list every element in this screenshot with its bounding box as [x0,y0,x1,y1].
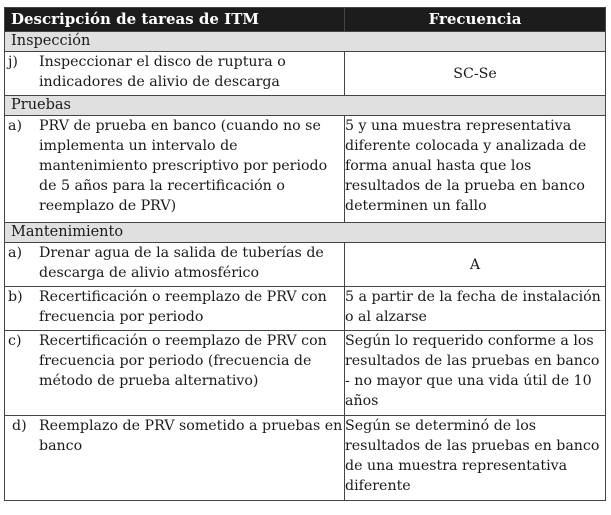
table-row [5,52,606,96]
task-cell [5,243,345,287]
task-label: d) [12,418,27,434]
table-row [5,331,606,416]
task-cell [5,52,345,96]
header-frequency: Frecuencia [345,8,606,32]
frequency-cell: Según se determinó de los resultados de las pruebas en banco de una muestra representativa diferente [345,416,606,501]
section-title: Inspección [5,32,606,52]
frequency-cell: Según lo requerido conforme a los resultados de las pruebas en banco - no mayor que una vida útil de 10 años [345,331,606,416]
task-label: j) [8,54,18,70]
frequency-cell: 5 y una muestra representativa diferente colocada y analizada de forma anual hasta que los resultados de la prueba en banco determinen un fallo [345,116,606,223]
section-row-inspeccion [5,32,606,52]
task-label: a) [8,245,22,261]
frequency-cell: 5 a partir de la fecha de instalación o al alzarse [345,287,606,331]
table-row [5,287,606,331]
task-text: Recertificación o reemplazo de PRV con frecuencia por periodo [39,289,327,325]
header-task-description: Descripción de tareas de ITM [5,8,345,32]
task-text: PRV de prueba en banco (cuando no se implementa un intervalo de mantenimiento prescriptivo por periodo de 5 años para la recertificación o reemplazo de PRV) [39,118,328,214]
itm-task-table [4,7,606,501]
table-row [5,243,606,287]
task-cell [5,116,345,223]
section-row-pruebas [5,96,606,116]
header-row [5,8,606,32]
task-text: Recertificación o reemplazo de PRV con frecuencia por periodo (frecuencia de método de prueba alternativo) [39,333,327,389]
section-title: Mantenimiento [5,223,606,243]
task-text: Drenar agua de la salida de tuberías de descarga de alivio atmosférico [39,245,324,281]
section-title: Pruebas [5,96,606,116]
task-cell [5,331,345,416]
frequency-cell: A [345,243,606,287]
task-text: Inspeccionar el disco de ruptura o indicadores de alivio de descarga [39,54,286,90]
task-label: c) [8,333,22,349]
task-cell [5,287,345,331]
task-cell [5,416,345,501]
task-label: a) [8,118,22,134]
section-row-mantenimiento [5,223,606,243]
task-label: b) [8,289,23,305]
table-row [5,416,606,501]
task-text: Reemplazo de PRV sometido a pruebas en banco [39,418,343,454]
frequency-cell: SC-Se [345,52,606,96]
table-row [5,116,606,223]
